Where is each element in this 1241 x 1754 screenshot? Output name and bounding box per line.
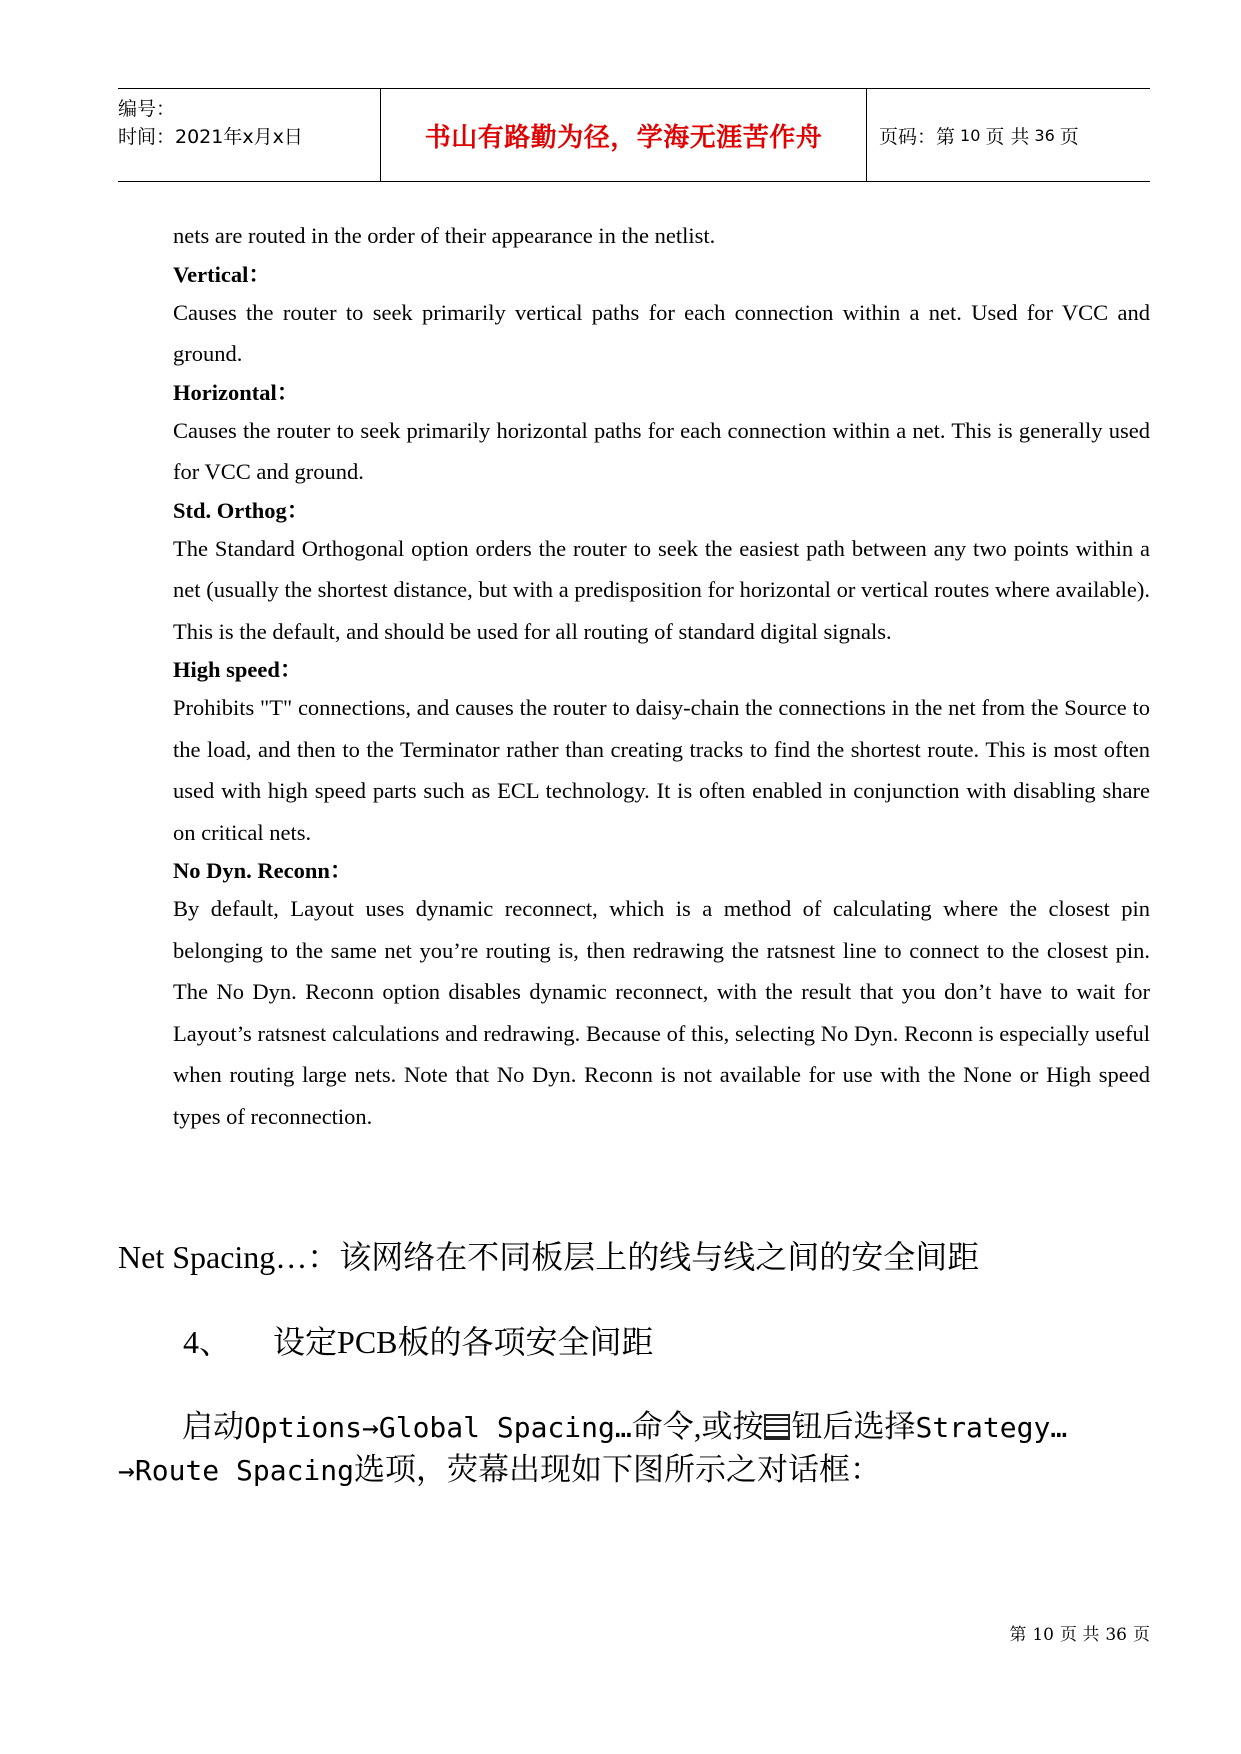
paragraph-continuation: nets are routed in the order of their appearance in the netlist. (173, 223, 716, 248)
instruction-line-2 (118, 1449, 1153, 1492)
serial-label: 编号： (118, 98, 176, 120)
header-page-suffix: 页 (1059, 125, 1079, 148)
header-motto: 书山有路勤为径，学海无涯苦作舟 (380, 89, 867, 181)
term-horizontal: Horizontal： (173, 379, 300, 405)
instr-c: 命令,或按 (631, 1409, 764, 1444)
instruction-paragraph (118, 1406, 1153, 1492)
net-spacing-line: Net Spacing…：该网络在不同板层上的线与线之间的安全间距 (118, 1239, 980, 1275)
body-text (173, 215, 1150, 1137)
paragraph-high-speed: Prohibits "T" connections, and causes the router to daisy-chain the connections in the net from the Source to the load, and then to the Terminator rather than creating tracks to find the shortest route. This is most often used with high speed parts such as ECL technology. It is often enabled in conjunction with disabling share on critical nets. (173, 695, 1150, 845)
instr-g: 选项，荧幕出现如下图所示之对话框： (354, 1452, 882, 1487)
footer-current: 10 (1032, 1625, 1054, 1645)
term-no-dyn-reconn: No Dyn. Reconn： (173, 858, 353, 883)
paragraph-std-orthog: The Standard Orthogonal option orders the router to seek the easiest path between any two points within a net (usually the shortest distance, but with a predisposition for horizontal or vertical routes where available). This is the default, and should be used for all routing of standard digital signals. (173, 535, 1150, 644)
term-vertical: Vertical： (173, 261, 271, 287)
instr-b: Options→Global Spacing… (244, 1411, 632, 1444)
footer-suffix: 页 (1133, 1625, 1150, 1645)
header-page-total: 36 (1034, 125, 1055, 145)
page-footer (990, 1620, 1150, 1645)
header-page-info (867, 89, 1150, 181)
header-page-middle: 页 共 (985, 125, 1030, 148)
header-page-current: 10 (960, 125, 981, 145)
header-page-prefix: 页码：第 (879, 125, 956, 148)
paragraph-horizontal: Causes the router to seek primarily horizontal paths for each connection within a net. This is generally used for VCC and ground. (173, 417, 1150, 484)
page-header (118, 88, 1150, 182)
instruction-line-1 (118, 1406, 1153, 1449)
section-title: 设定PCB板的各项安全间距 (273, 1324, 654, 1360)
term-high-speed: High speed： (173, 657, 303, 682)
section-heading (183, 1321, 1143, 1363)
footer-middle: 页 共 (1059, 1625, 1100, 1645)
footer-total: 36 (1105, 1625, 1127, 1645)
paragraph-vertical: Causes the router to seek primarily vertical paths for each connection within a net. Used for VCC and ground. (173, 299, 1150, 366)
instr-f: →Route Spacing (118, 1454, 355, 1487)
paragraph-no-dyn-reconn: By default, Layout uses dynamic reconnect, which is a method of calculating where the closest pin belonging to the same net you’re routing is, then redrawing the ratsnest line to connect to the closest pin. The No Dyn. Reconn option disables dynamic reconnect, with the result that you don’t have to wait for Layout’s ratsnest calculations and redrawing. Because of this, selecting No Dyn. Reconn is especially useful when routing large nets. Note that No Dyn. Reconn is not available for use with the None or High speed types of reconnection. (173, 896, 1150, 1129)
footer-prefix: 第 (1009, 1625, 1027, 1645)
time-label: 时间：2021年x月x日 (118, 126, 303, 148)
term-std-orthog: Std. Orthog： (173, 497, 310, 523)
section-number: 4、 (183, 1324, 232, 1360)
instr-e: Strategy… (915, 1411, 1068, 1444)
header-meta (118, 89, 380, 181)
instr-a: 启动 (182, 1409, 244, 1444)
instr-d: 钮后选择 (791, 1409, 916, 1444)
spacing-button-icon (764, 1414, 790, 1440)
